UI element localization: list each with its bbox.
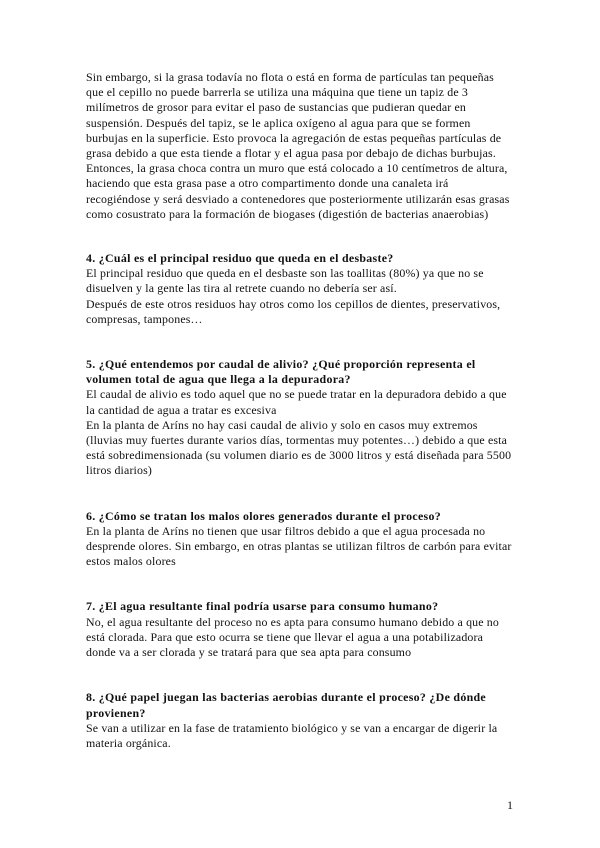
question-7-heading: 7. ¿El agua resultante final podría usarse para consumo humano? xyxy=(86,599,439,614)
question-8-section xyxy=(86,690,514,751)
question-8-heading: 8. ¿Qué papel juegan las bacterias aerobias durante el proceso? ¿De dónde provienen? xyxy=(86,690,486,720)
page-number: 1 xyxy=(507,798,513,812)
question-5-heading: 5. ¿Qué entendemos por caudal de alivio? ¿Qué proporción representa el volumen total de agua que llega a la depuradora? xyxy=(86,357,476,387)
question-4-section xyxy=(86,251,514,327)
question-4-heading: 4. ¿Cuál es el principal residuo que queda en el desbaste? xyxy=(86,251,394,266)
question-6-section xyxy=(86,509,514,570)
question-6-heading: 6. ¿Cómo se tratan los malos olores generados durante el proceso? xyxy=(86,508,441,523)
question-6-answer-1: En la planta de Aríns no tienen que usar filtros debido a que el agua procesada no desprende olores. Sin embargo, en otras plantas se utilizan filtros de carbón para evitar estos malos olores xyxy=(86,523,512,569)
intro-paragraph-1: Sin embargo, si la grasa todavía no flota o está en forma de partículas tan pequeñas que el cepillo no puede barrerla se utiliza una máquina que tiene un tapiz de 3 milímetros de grosor para evitar el paso de sustancias que pudieran quedar en suspensión. Después del tapiz, se le aplica oxígeno al agua para que se formen burbujas en la superficie. Esto provoca la agregación de estas pequeñas partículas de grasa debido a que esta tiende a flotar y el agua pasa por debajo de dichas burbujas. xyxy=(86,70,502,161)
question-8-answer-1: Se van a utilizar en la fase de tratamiento biológico y se van a encargar de digerir la materia orgánica. xyxy=(86,720,498,750)
question-5-answer-2: En la planta de Aríns no hay casi caudal de alivio y solo en casos muy extremos (lluvias muy fuertes durante varios días, tormentas muy potentes…) debido a que esta está sobredimensionada (su volumen diario es de 3000 litros y está diseñada para 5500 litros diarios) xyxy=(86,417,512,478)
intro-paragraph-2: Entonces, la grasa choca contra un muro que está colocado a 10 centímetros de altura, haciendo que esta grasa pase a otro compartimento donde una canaleta irá recogiéndose y será desviado a contenedores que posteriormente utilizarán esas grasas como cosustrato para la formación de biogases (digestión de bacterias anaerobias) xyxy=(86,161,510,221)
question-5-answer-1: El caudal de alivio es todo aquel que no se puede tratar en la depuradora debido a que la cantidad de agua a tratar es excesiva xyxy=(86,387,507,417)
question-4-answer-2: Después de este otros residuos hay otros como los cepillos de dientes, preservativos, compresas, tampones… xyxy=(86,296,501,326)
question-4-answer-1: El principal residuo que queda en el desbaste son las toallitas (80%) ya que no se disuelven y la gente las tira al retrete cuando no debería ser así. xyxy=(86,266,484,296)
document-page xyxy=(86,70,514,751)
question-5-section xyxy=(86,357,514,479)
intro-section xyxy=(86,70,514,222)
question-7-section xyxy=(86,599,514,660)
question-7-answer-1: No, el agua resultante del proceso no es apta para consumo humano debido a que no está clorada. Para que esto ocurra se tiene que llevar el agua a una potabilizadora donde va a ser clorada y se tratará para que sea apta para consumo xyxy=(86,614,499,660)
